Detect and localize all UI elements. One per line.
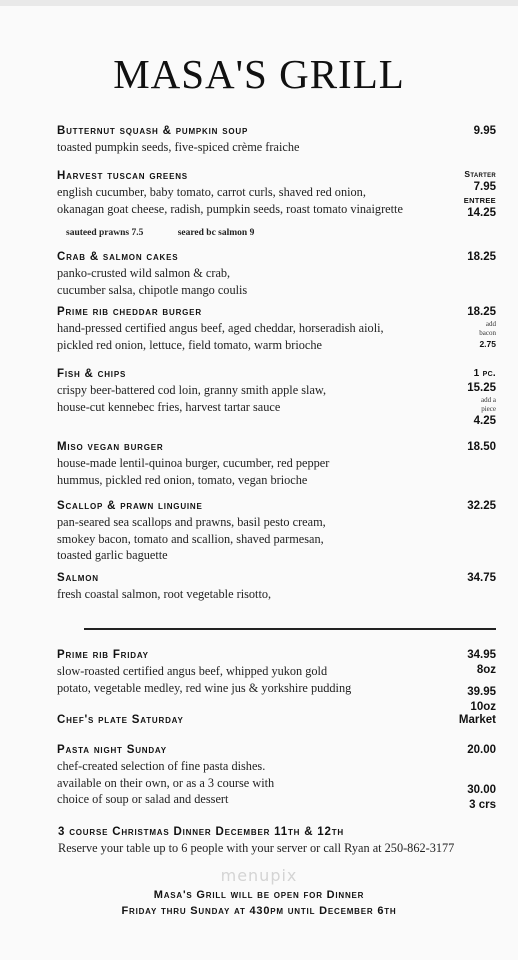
starter-label: Starter (464, 169, 496, 179)
watermark-logo: menupix (220, 866, 298, 885)
menu-item-salmon (57, 571, 497, 603)
item-description: hand-pressed certified angus beef, aged cheddar, horseradish aioli, (57, 321, 384, 335)
menu-item-miso-vegan-burger (57, 440, 497, 488)
item-description: slow-roasted certified angus beef, whipped yukon gold (57, 664, 328, 678)
item-description: pickled red onion, lettuce, field tomato, warm brioche (57, 337, 322, 352)
item-description: pan-seared sea scallops and prawns, basil pesto cream, (57, 515, 326, 529)
price-10oz: 39.95 (467, 686, 496, 698)
item-description: available on their own, or as a 3 course with (57, 775, 275, 790)
item-price: 34.75 (467, 572, 496, 584)
item-description: fresh coastal salmon, root vegetable risotto, (57, 587, 272, 601)
item-name: Prime rib cheddar burger (57, 306, 202, 318)
item-name: Scallop & prawn linguine (57, 500, 203, 512)
item-description: chef-created selection of fine pasta dishes. (57, 759, 266, 773)
restaurant-title: MASA'S GRILL (113, 51, 405, 97)
starter-price: 7.95 (473, 181, 496, 193)
menu-item-pasta-sunday (57, 743, 497, 808)
top-border (0, 0, 518, 6)
item-name: Fish & chips (57, 368, 127, 380)
item-name: Pasta night Sunday (57, 744, 167, 756)
item-price: Market (458, 714, 496, 726)
item-price: 18.50 (467, 441, 496, 453)
item-description: toasted garlic baguette (57, 548, 168, 562)
item-price: 32.25 (467, 500, 496, 512)
addon-label: piece (481, 405, 496, 413)
item-price-group (467, 367, 496, 429)
item-price: 15.25 (467, 382, 496, 394)
item-price-group (467, 783, 496, 813)
footer-line-1: Masa's Grill will be open for Dinner (153, 889, 365, 901)
entree-price: 14.25 (467, 207, 496, 219)
three-course-label: 3 crs (469, 799, 496, 811)
item-name: Chef's plate Saturday (57, 714, 184, 726)
item-description: choice of soup or salad and dessert (57, 792, 229, 806)
item-name: Butternut squash & pumpkin soup (57, 125, 249, 137)
extra-salmon: seared bc salmon 9 (177, 228, 255, 238)
item-description: Reserve your table up to 6 people with your server or call Ryan at 250-862-3177 (58, 841, 455, 855)
item-description: house-cut kennebec fries, harvest tartar sauce (57, 399, 281, 414)
menu-item-prime-rib-friday (57, 648, 497, 696)
add-on-options (66, 228, 286, 238)
item-description: potato, vegetable medley, red wine jus & yorkshire pudding (57, 680, 352, 695)
item-description: cucumber salsa, chipotle mango coulis (57, 282, 248, 297)
addon-label: bacon (479, 329, 496, 337)
piece-label: 1 pc. (473, 368, 496, 379)
size-10oz: 10oz (470, 701, 496, 713)
item-description: smokey bacon, tomato and scallion, shaved parmesan, (57, 531, 324, 546)
menu-item-chefs-plate (57, 713, 497, 728)
addon-price: 2.75 (479, 339, 496, 349)
item-price: 20.00 (467, 744, 496, 756)
item-name: Miso vegan burger (57, 441, 164, 453)
item-price: 18.25 (467, 306, 496, 318)
menu-item-crab-cakes (57, 250, 497, 298)
item-price: 18.25 (467, 251, 496, 263)
item-name: 3 course Christmas Dinner December 11th & 12th (58, 826, 344, 838)
menu-item-harvest-greens (57, 169, 497, 217)
menu-item-butternut-soup (57, 124, 497, 156)
item-name: Prime rib Friday (57, 649, 149, 661)
item-price-group (467, 648, 496, 715)
item-name: Harvest tuscan greens (57, 170, 188, 182)
addon-label: add (485, 320, 496, 328)
menu-item-prime-rib-burger (57, 305, 497, 353)
item-description: okanagan goat cheese, radish, pumpkin seeds, roast tomato vinaigrette (57, 201, 403, 216)
price-8oz: 34.95 (467, 649, 496, 661)
item-price-group (464, 169, 496, 221)
three-course-price: 30.00 (467, 784, 496, 796)
item-name: Crab & salmon cakes (57, 251, 179, 263)
item-description: hummus, pickled red onion, tomato, vegan brioche (57, 472, 308, 487)
item-description: panko-crusted wild salmon & crab, (57, 266, 231, 280)
extra-prawns: sauteed prawns 7.5 (66, 228, 144, 238)
item-price-group (467, 305, 496, 350)
item-description: crispy beer-battered cod loin, granny smith apple slaw, (57, 383, 327, 397)
item-name: Salmon (57, 572, 99, 584)
item-price: 9.95 (473, 125, 496, 137)
section-divider (84, 628, 496, 630)
menu-item-scallop-linguine (57, 499, 497, 564)
entree-label: ENTREE (463, 196, 496, 205)
addon-price: 4.25 (473, 415, 496, 427)
item-description: english cucumber, baby tomato, carrot curls, shaved red onion, (57, 185, 366, 199)
footer-line-2: Friday thru Sunday at 430pm until December 6th (121, 905, 397, 917)
item-description: house-made lentil-quinoa burger, cucumber, red pepper (57, 456, 330, 470)
menu-item-fish-chips (57, 367, 497, 415)
addon-label: add a (481, 396, 496, 404)
size-8oz: 8oz (476, 664, 496, 676)
item-description: toasted pumpkin seeds, five-spiced crème fraiche (57, 140, 300, 154)
christmas-dinner-notice (58, 825, 518, 857)
